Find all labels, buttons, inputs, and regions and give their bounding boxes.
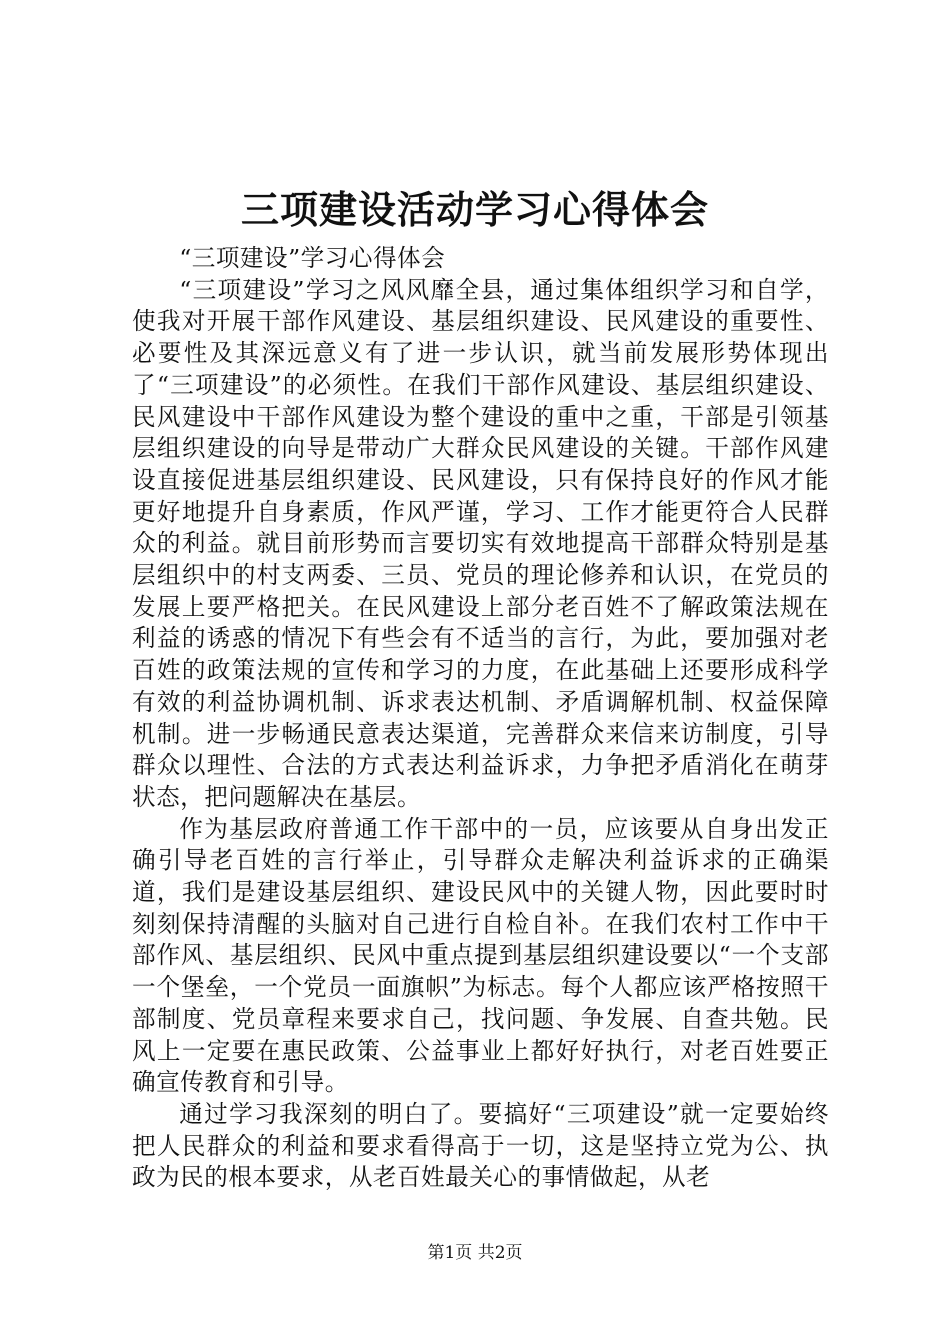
document-body (132, 243, 829, 1194)
body-paragraph: 作为基层政府普通工作干部中的一员，应该要从自身出发正确引导老百姓的言行举止，引导群众走解决利益诉求的正确渠道，我们是建设基层组织、建设民风中的关键人物，因此要时时刻刻保持清醒的头脑对自己进行自检自补。在我们农村工作中干部作风、基层组织、民风中重点提到基层组织建设要以“一个支部一个堡垒，一个党员一面旗帜”为标志。每个人都应该严格按照干部制度、党员章程来要求自己，找问题、争发展、自查共勉。民风上一定要在惠民政策、公益事业上都好好执行，对老百姓要正确宣传教育和引导。 (132, 814, 829, 1097)
body-paragraph: 通过学习我深刻的明白了。要搞好“三项建设”就一定要始终把人民群众的利益和要求看得高于一切，这是坚持立党为公、执政为民的根本要求，从老百姓最关心的事情做起，从老 (132, 1099, 829, 1192)
body-paragraph-subtitle: “三项建设”学习心得体会 (179, 244, 446, 272)
document-title: 三项建设活动学习心得体会 (240, 187, 709, 232)
page-footer: 第1页 共2页 (427, 1243, 523, 1263)
body-paragraph: “三项建设”学习之风风靡全县，通过集体组织学习和自学，使我对开展干部作风建设、基层组织建设、民风建设的重要性、必要性及其深远意义有了进一步认识，就当前发展形势体现出了“三项建设”的必须性。在我们干部作风建设、基层组织建设、民风建设中干部作风建设为整个建设的重中之重，干部是引领基层组织建设的向导是带动广大群众民风建设的关键。干部作风建设直接促进基层组织建设、民风建设，只有保持良好的作风才能更好地提升自身素质，作风严谨，学习、工作才能更符合人民群众的利益。就目前形势而言要切实有效地提高干部群众特别是基层组织中的村支两委、三员、党员的理论修养和认识，在党员的发展上要严格把关。在民风建设上部分老百姓不了解政策法规在利益的诱惑的情况下有些会有不适当的言行，为此，要加强对老百姓的政策法规的宣传和学习的力度，在此基础上还要形成科学有效的利益协调机制、诉求表达机制、矛盾调解机制、权益保障机制。进一步畅通民意表达渠道，完善群众来信来访制度，引导群众以理性、合法的方式表达利益诉求，力争把矛盾消化在萌芽状态，把问题解决在基层。 (132, 275, 829, 811)
